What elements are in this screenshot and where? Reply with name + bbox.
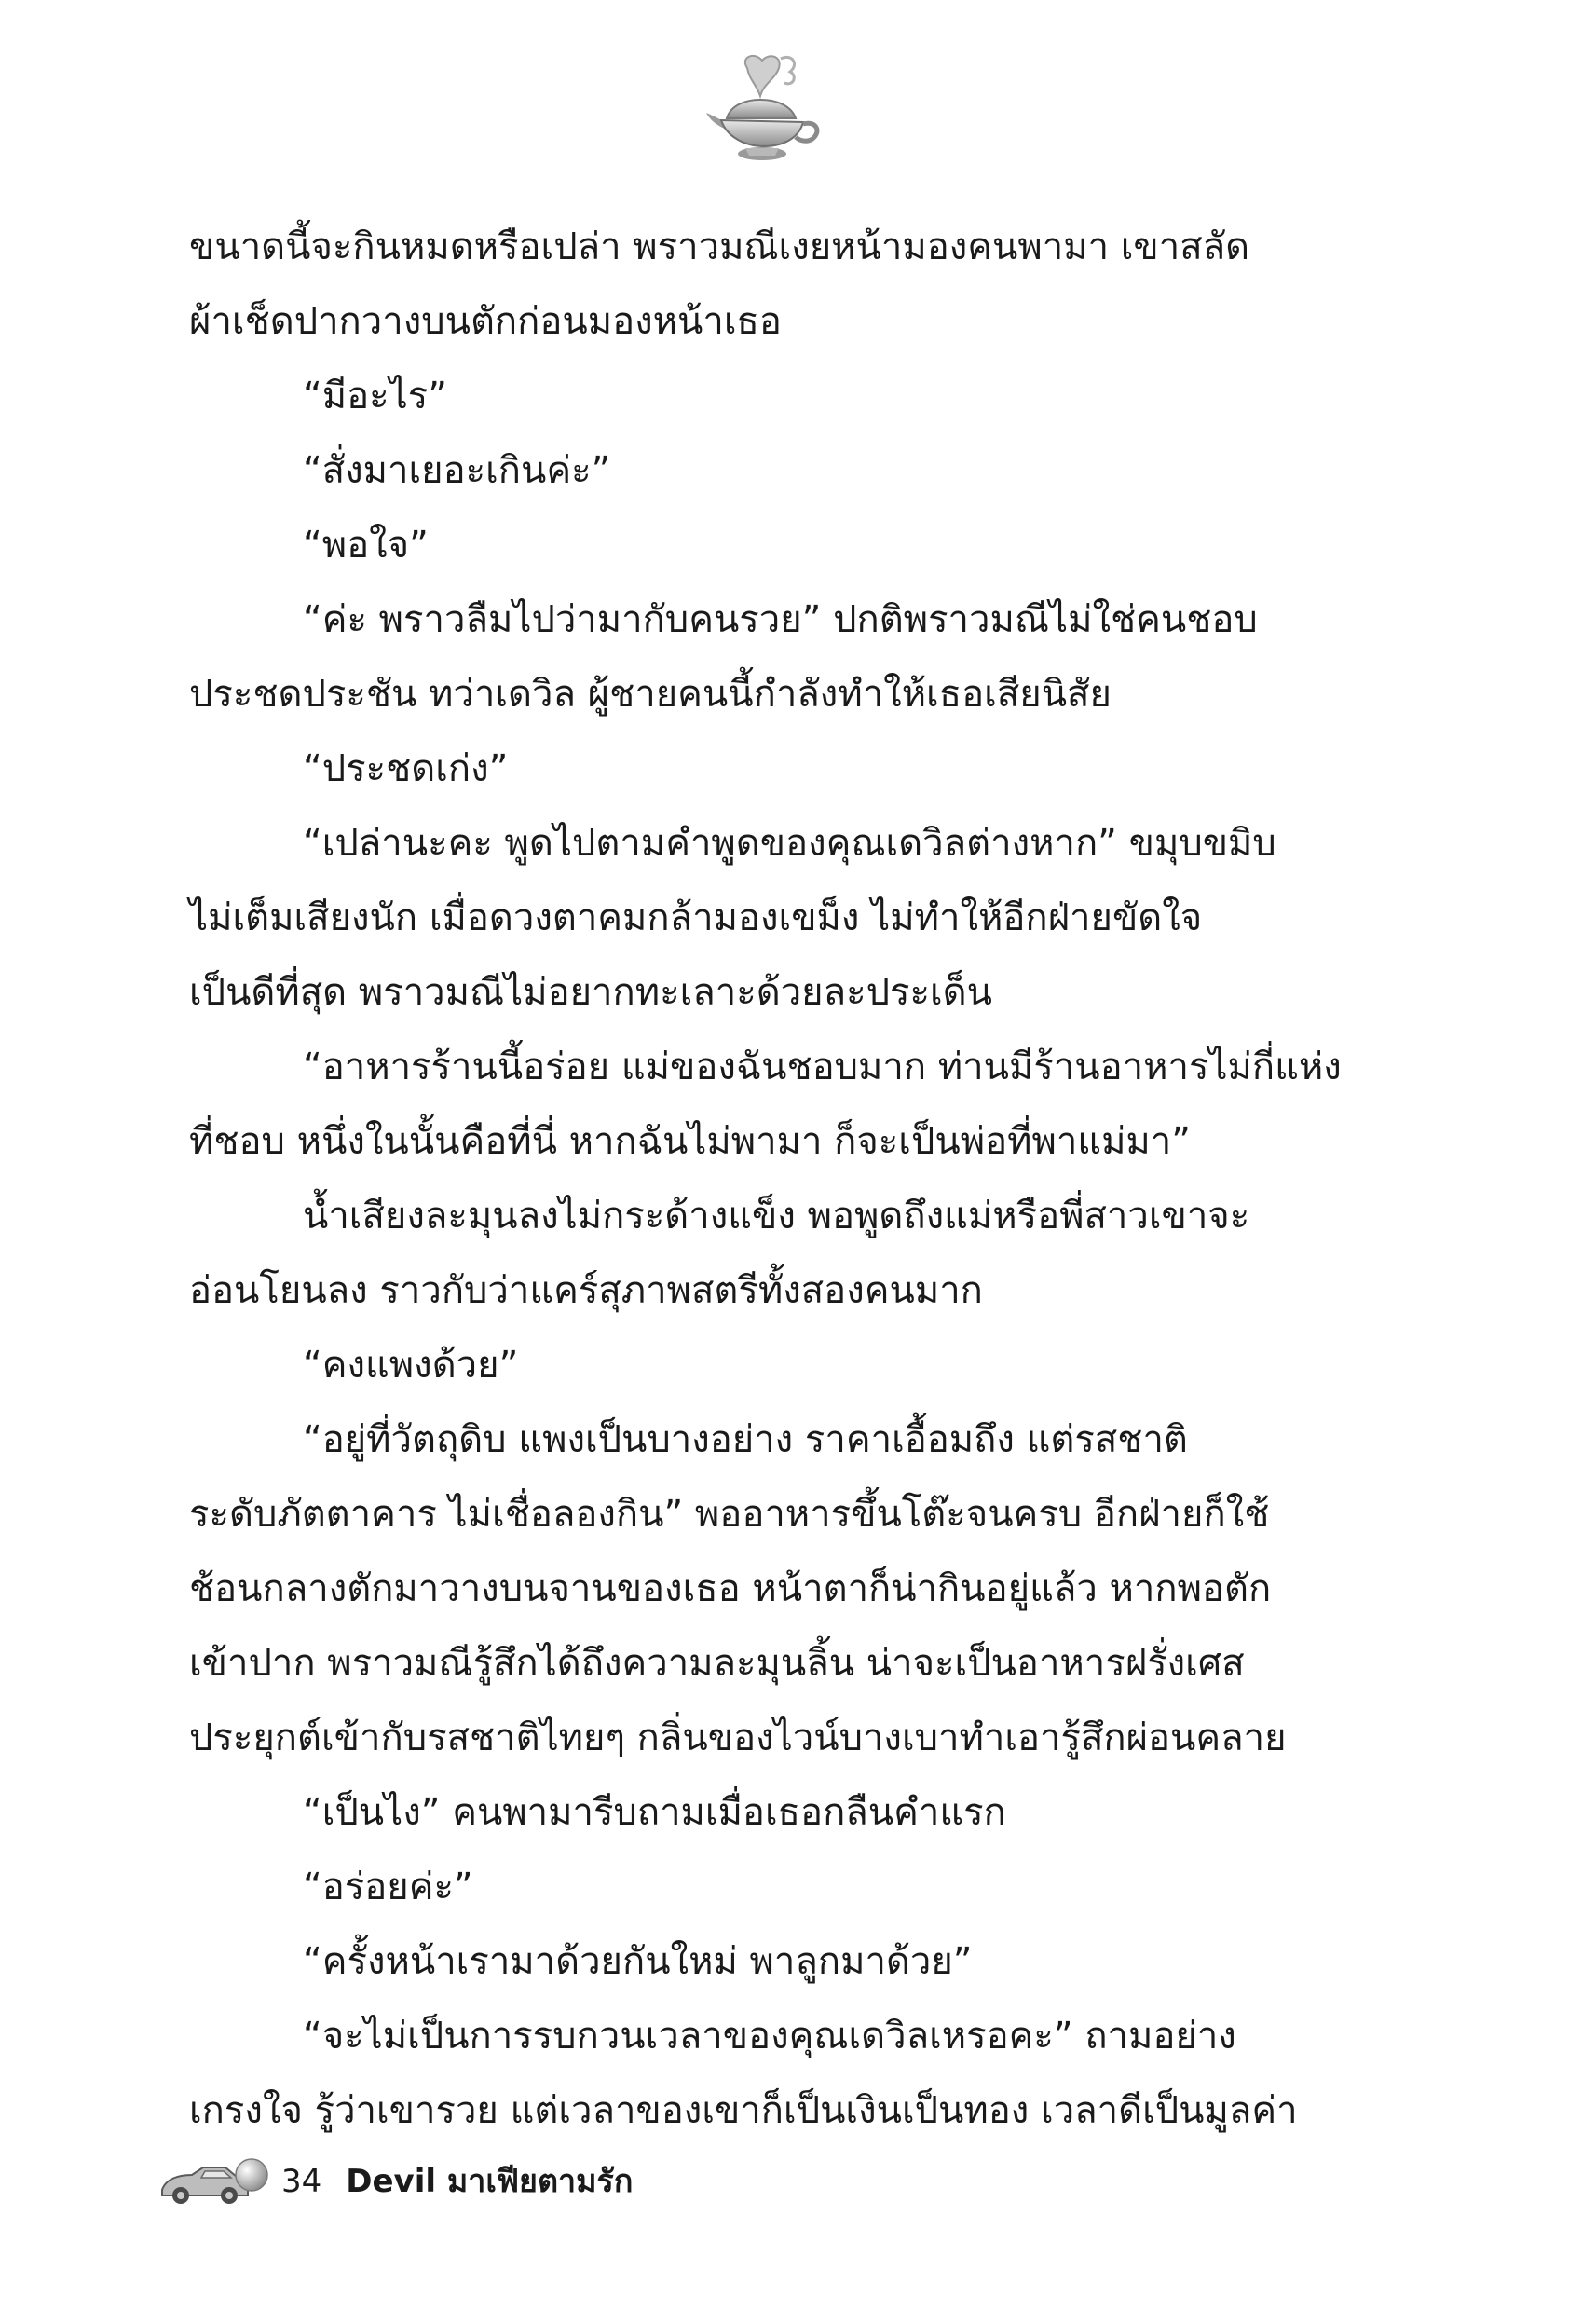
text-line: เข้าปาก พราวมณีรู้สึกได้ถึงความละมุนลิ้น น่าจะเป็นอาหารฝรั่งเศส [189, 1642, 1245, 1685]
text-line: ขนาดนี้จะกินหมดหรือเปล่า พราวมณีเงยหน้ามองคนพามา เขาสลัด [189, 226, 1250, 268]
dialog-line: “เป็นไง” คนพามารีบถามเมื่อเธอกลืนคำแรก [303, 1791, 1006, 1834]
text-line: “ค่ะ พราวลืมไปว่ามากับคนรวย” ปกติพราวมณีไม่ใช่คนชอบ [303, 598, 1258, 641]
text-line: “เปล่านะคะ พูดไปตามคำพูดของคุณเดวิลต่างหาก” ขมุบขมิบ [303, 822, 1276, 865]
dialog-line: “อร่อยค่ะ” [303, 1866, 473, 1908]
text-line: ประยุกต์เข้ากับรสชาติไทยๆ กลิ่นของไวน์บางเบาทำเอารู้สึกผ่อนคลาย [189, 1716, 1287, 1759]
text-line: ช้อนกลางตักมาวางบนจานของเธอ หน้าตาก็น่ากินอยู่แล้ว หากพอตัก [189, 1567, 1272, 1610]
dialog-line: “ครั้งหน้าเรามาด้วยกันใหม่ พาลูกมาด้วย” [303, 1940, 973, 1983]
page-footer [158, 2148, 811, 2213]
dialog-line: “คงแพงด้วย” [303, 1344, 519, 1387]
paragraph [189, 806, 1337, 1030]
paragraph [189, 210, 1337, 359]
page-number: 34 [281, 2163, 322, 2200]
paragraph [189, 1999, 1337, 2148]
genie-lamp-icon [689, 51, 829, 172]
paragraph [189, 582, 1337, 732]
paragraph [189, 1402, 1337, 1775]
text-line: ระดับภัตตาคาร ไม่เชื่อลองกิน” พออาหารขึ้นโต๊ะจนครบ อีกฝ่ายก็ใช้ [189, 1493, 1270, 1536]
text-line: ไม่เต็มเสียงนัก เมื่อดวงตาคมกล้ามองเขม็ง ไม่ทำให้อีกฝ่ายขัดใจ [189, 896, 1203, 939]
dialog-line: “สั่งมาเยอะเกินค่ะ” [303, 449, 611, 492]
paragraph [189, 1179, 1337, 1328]
text-line: อ่อนโยนลง ราวกับว่าแคร์สุภาพสตรีทั้งสองคนมาก [189, 1269, 983, 1312]
paragraph [189, 1030, 1342, 1179]
text-line: ผ้าเช็ดปากวางบนตักก่อนมองหน้าเธอ [189, 300, 782, 343]
text-line: เกรงใจ รู้ว่าเขารวย แต่เวลาของเขาก็เป็นเงินเป็นทอง เวลาดีเป็นมูลค่า [189, 2089, 1298, 2132]
text-line: “อยู่ที่วัตถุดิบ แพงเป็นบางอย่าง ราคาเอื้อมถึง แต่รสชาติ [303, 1418, 1188, 1461]
text-line: เป็นดีที่สุด พราวมณีไม่อยากทะเลาะด้วยละประเด็น [189, 971, 992, 1014]
text-line: ประชดประชัน ทว่าเดวิล ผู้ชายคนนี้กำลังทำให้เธอเสียนิสัย [189, 673, 1112, 716]
dialog-line: “พอใจ” [303, 524, 429, 567]
dialog-line: “มีอะไร” [303, 375, 447, 417]
dialog-line: “ประชดเก่ง” [303, 747, 509, 790]
body-text [189, 210, 1342, 2148]
text-line: “จะไม่เป็นการรบกวนเวลาของคุณเดวิลเหรอคะ” ถามอย่าง [303, 2015, 1236, 2058]
text-line: “อาหารร้านนี้อร่อย แม่ของฉันชอบมาก ท่านมีร้านอาหารไม่กี่แห่ง [303, 1046, 1342, 1088]
book-title: Devil มาเฟียตามรัก [346, 2163, 634, 2200]
text-line: ที่ชอบ หนึ่งในนั้นคือที่นี่ หากฉันไม่พามา ก็จะเป็นพ่อที่พาแม่มา” [189, 1120, 1191, 1163]
footer-text [281, 2155, 633, 2206]
text-line: น้ำเสียงละมุนลงไม่กระด้างแข็ง พอพูดถึงแม่หรือพี่สาวเขาจะ [303, 1195, 1250, 1238]
car-logo-icon [158, 2153, 270, 2208]
